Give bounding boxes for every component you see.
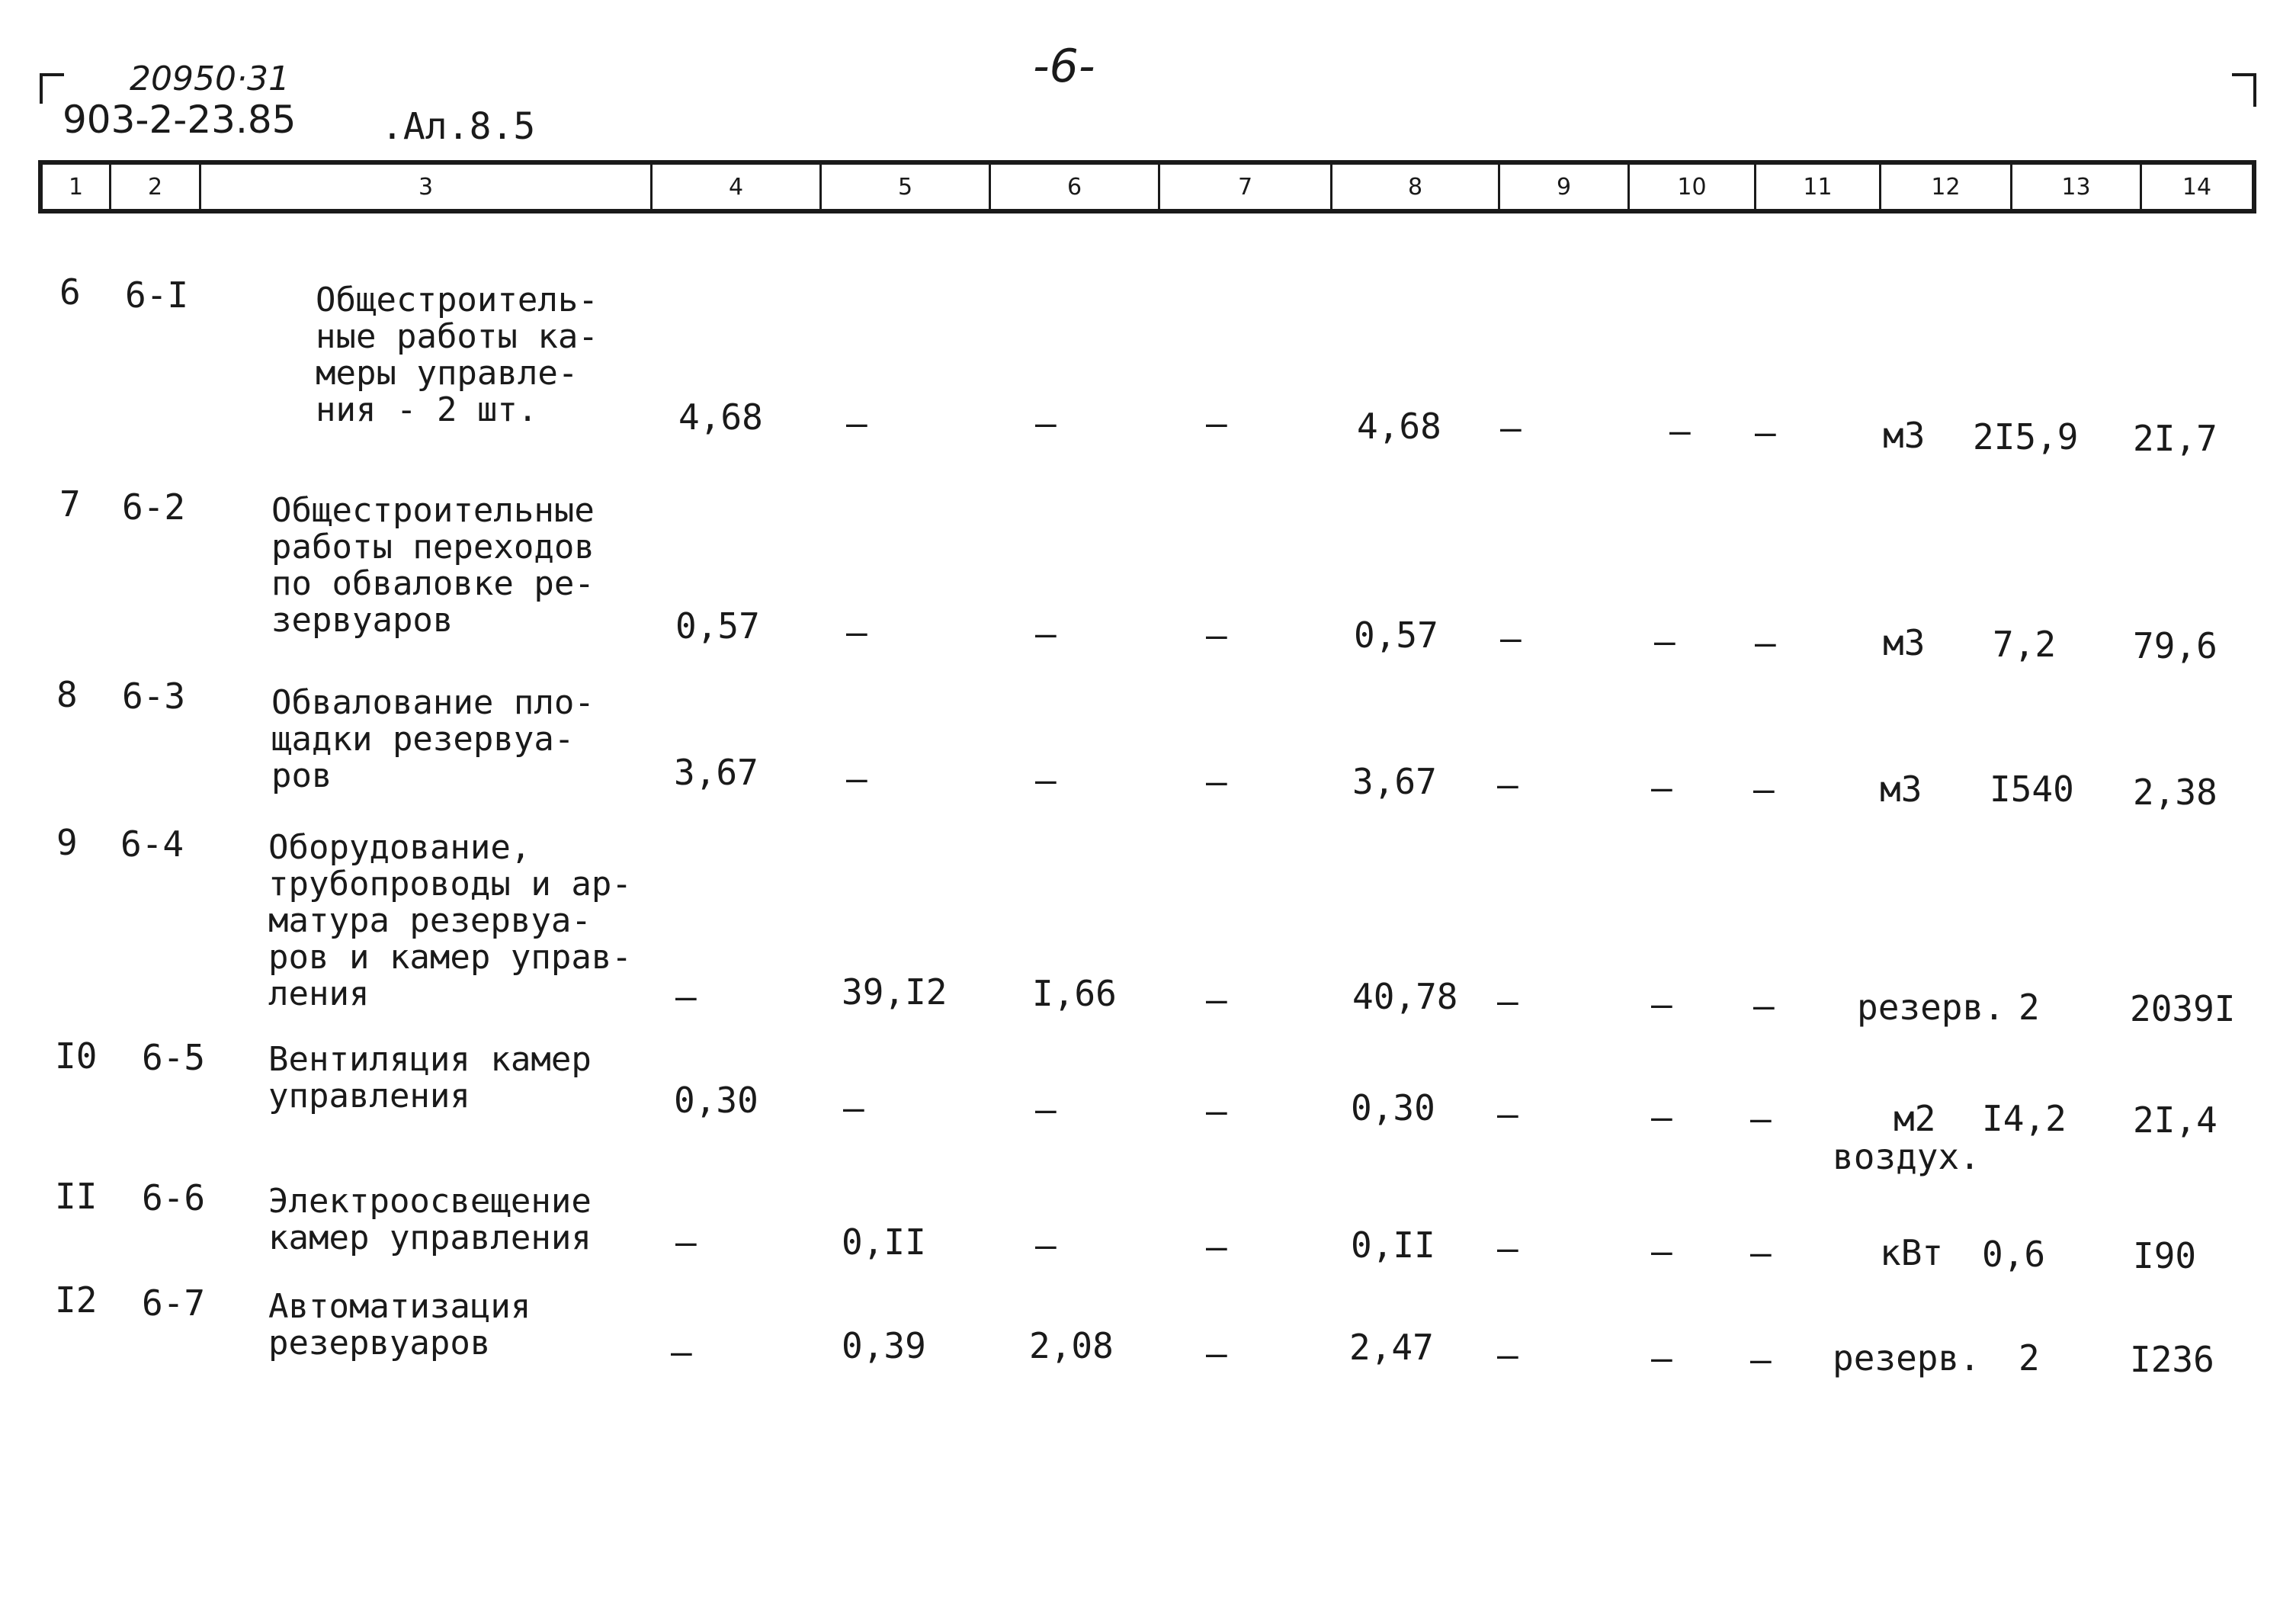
- row-col-6: –: [1035, 1225, 1057, 1266]
- corner-mark-left: [40, 73, 64, 104]
- page-number: -6-: [1033, 40, 1095, 93]
- row-col-10: –: [1651, 1096, 1672, 1138]
- row-num: I2: [55, 1279, 98, 1321]
- row-col-4: –: [675, 976, 697, 1017]
- column-header-13: 13: [2012, 165, 2142, 209]
- row-col-12: м3: [1880, 769, 1922, 810]
- row-num: 6: [59, 271, 81, 313]
- row-col-9: –: [1497, 1228, 1518, 1269]
- row-description: Обвалование пло- щадки резервуа- ров: [271, 683, 595, 795]
- row-num: 7: [59, 483, 81, 525]
- row-col-13: 2: [2019, 1337, 2040, 1379]
- row-col-6: 2,08: [1029, 1325, 1114, 1366]
- row-col-8: 2,47: [1349, 1327, 1434, 1368]
- row-col-11: –: [1750, 1098, 1772, 1139]
- row-col-6: I,66: [1032, 973, 1117, 1014]
- row-col-7: –: [1206, 1226, 1227, 1267]
- row-col-6: –: [1035, 1089, 1057, 1130]
- row-col-8: 0,30: [1351, 1087, 1435, 1128]
- row-col-8: 0,57: [1354, 615, 1438, 656]
- row-col-7: –: [1206, 403, 1227, 444]
- row-col-12-unit-note: воздух.: [1833, 1136, 1980, 1177]
- row-col-13: 0,6: [1982, 1234, 2046, 1275]
- doc-code: 903-2-23.85: [63, 98, 297, 142]
- row-col-10: –: [1654, 621, 1676, 662]
- row-code: 6-6: [142, 1177, 206, 1218]
- row-col-8: 40,78: [1352, 976, 1458, 1017]
- row-col-11: –: [1753, 769, 1775, 810]
- column-header-9: 9: [1500, 165, 1630, 209]
- row-col-9: –: [1500, 407, 1522, 448]
- row-col-7: –: [1206, 615, 1227, 656]
- row-col-10: –: [1651, 1337, 1672, 1379]
- row-col-10: –: [1651, 767, 1672, 808]
- row-col-5: –: [846, 403, 867, 444]
- row-col-4: 4,68: [678, 396, 763, 438]
- row-description: Общестроитель- ные работы ка- меры управле- ния - 2 шт.: [316, 281, 598, 429]
- column-header-row: [38, 160, 2256, 213]
- row-col-14: 79,6: [2133, 625, 2217, 666]
- row-num: II: [55, 1176, 98, 1217]
- row-code: 6-5: [142, 1037, 206, 1078]
- row-col-6: –: [1035, 613, 1057, 654]
- row-col-11: –: [1753, 985, 1775, 1026]
- row-col-7: –: [1206, 1333, 1227, 1374]
- row-description: Оборудование, трубопроводы и ар- матура резервуа- ров и камер управ- ления: [268, 828, 632, 1013]
- row-col-8: 4,68: [1357, 406, 1441, 447]
- row-col-12: резерв.: [1833, 1337, 1980, 1379]
- row-col-9: –: [1497, 1093, 1518, 1135]
- row-col-5: 39,I2: [842, 971, 948, 1013]
- row-code: 6-7: [142, 1282, 206, 1324]
- row-col-14: I236: [2130, 1339, 2214, 1380]
- row-col-5: –: [843, 1087, 864, 1128]
- row-description: Общестроительные работы переходов по обваловке ре- зервуаров: [271, 491, 595, 640]
- row-col-12: кВт: [1880, 1232, 1944, 1273]
- row-col-12: м3: [1883, 415, 1926, 456]
- column-header-8: 8: [1332, 165, 1500, 209]
- row-description: Вентиляция камер управления: [268, 1040, 592, 1115]
- column-header-14: 14: [2182, 173, 2212, 201]
- row-description: Электроосвещение камер управления: [268, 1182, 592, 1257]
- row-col-11: –: [1750, 1339, 1772, 1380]
- row-col-13: 2I5,9: [1973, 416, 2079, 457]
- row-col-14: I90: [2133, 1235, 2197, 1276]
- row-col-10: –: [1669, 410, 1691, 451]
- column-header-10: 10: [1630, 165, 1756, 209]
- row-col-14: 2I,7: [2133, 418, 2217, 459]
- row-col-6: –: [1035, 759, 1057, 801]
- row-code: 6-3: [122, 676, 186, 717]
- row-col-12: м2: [1894, 1098, 1936, 1139]
- row-col-11: –: [1755, 412, 1776, 453]
- column-header-12: 12: [1881, 165, 2012, 209]
- row-col-13: I540: [1990, 769, 2074, 810]
- column-header-2: 2: [111, 165, 201, 209]
- row-code: 6-2: [122, 486, 186, 528]
- row-col-7: –: [1206, 979, 1227, 1020]
- corner-mark-right: [2232, 73, 2256, 107]
- row-col-9: –: [1497, 981, 1518, 1022]
- row-col-7: –: [1206, 761, 1227, 802]
- row-col-10: –: [1651, 984, 1672, 1025]
- row-col-13: I4,2: [1982, 1098, 2067, 1139]
- row-col-4: –: [671, 1331, 692, 1372]
- column-header-1: 1: [43, 165, 111, 209]
- row-col-7: –: [1206, 1090, 1227, 1131]
- row-col-13: 7,2: [1993, 624, 2057, 665]
- row-col-5: 0,39: [842, 1325, 926, 1366]
- row-col-11: –: [1755, 622, 1776, 663]
- row-col-6: –: [1035, 403, 1057, 444]
- row-col-5: –: [846, 611, 867, 653]
- column-header-6: 6: [991, 165, 1160, 209]
- row-description: Автоматизация резервуаров: [268, 1287, 531, 1363]
- row-num: I0: [55, 1035, 98, 1077]
- row-num: 8: [56, 674, 78, 715]
- row-col-5: –: [846, 758, 867, 799]
- row-col-4: –: [675, 1221, 697, 1263]
- row-col-12: резерв.: [1857, 987, 2005, 1028]
- row-col-10: –: [1651, 1231, 1672, 1272]
- row-code: 6-4: [120, 823, 184, 865]
- row-code: 6-I: [125, 274, 189, 316]
- row-col-4: 3,67: [674, 752, 758, 793]
- row-col-8: 3,67: [1352, 761, 1437, 802]
- column-header-4: 4: [653, 165, 822, 209]
- row-col-14: 2039I: [2130, 988, 2236, 1029]
- row-col-4: 0,30: [674, 1080, 758, 1121]
- row-col-9: –: [1500, 618, 1522, 659]
- row-col-8: 0,II: [1351, 1225, 1435, 1266]
- row-col-13: 2: [2019, 987, 2040, 1028]
- handwritten-number: 20950·31: [130, 59, 290, 98]
- row-col-12: м3: [1883, 622, 1926, 663]
- row-col-11: –: [1750, 1232, 1772, 1273]
- row-col-14: 2I,4: [2133, 1099, 2217, 1141]
- album-ref: .Ал.8.5: [381, 105, 536, 148]
- row-col-9: –: [1497, 764, 1518, 805]
- column-header-3: 3: [201, 165, 653, 209]
- row-col-4: 0,57: [675, 605, 760, 647]
- row-col-14: 2,38: [2133, 772, 2217, 813]
- row-col-9: –: [1497, 1334, 1518, 1375]
- row-col-5: 0,II: [842, 1221, 926, 1263]
- column-header-7: 7: [1160, 165, 1332, 209]
- column-header-5: 5: [822, 165, 991, 209]
- row-num: 9: [56, 822, 78, 863]
- column-header-11: 11: [1756, 165, 1881, 209]
